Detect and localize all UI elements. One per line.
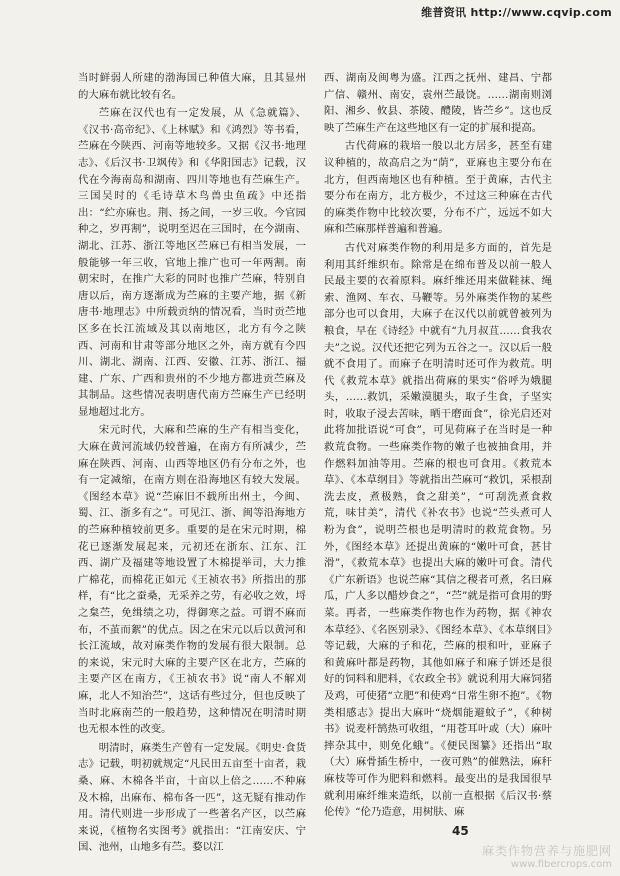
page-body [78, 70, 552, 858]
site-header: 维普资讯 http://www.cqvip.com [421, 6, 612, 19]
paragraph: 苎麻在汉代也有一定发展，从《急就篇》、《汉书·高帝纪》、《上林赋》和《鸿烈》等书看，苎麻在今陕西、河南等地较多。又据《汉书·地理志》、《后汉书·卫飒传》和《华阳国志》记载，汉代在今海南岛和湖南、四川等地也有苎麻生产。三国吴时的《毛诗草木鸟兽虫鱼疏》中还指出：“纻亦麻也。荆、扬之间，一岁三收。今官园种之，岁再割”，说明至迟在三国时，在今湖南、湖北、江苏、浙江等地区苎麻已有相当发展，一般能够一年三收，官地上推广也可一年两割。南朝宋时，在推广大彩的同时也推广苎麻，特别自唐以后，南方逐渐成为苎麻的主要产地，据《新唐书·地理志》中所载贡纳的情况看，当时贡苎地区多在长江流域及其以南地区，北方有今之陕西、河南和甘肃等部分地区之外，南方就有今四川、湖北、湖南、江西、安徽、江苏、浙江、福建、广东、广西和贵州的不少地方都进贡苎麻及其制品。这些情况表明唐代南方苎麻生产已经明显地超过北方。 [78, 107, 306, 418]
paragraph: 古代对麻类作物的利用是多方面的，首先是利用其纤维织布。除常是在绵布普及以前一般人民最主要的衣着原料。麻纤维还用来做鞋袜、绳索、渔网、车衣、马鞭等。另外麻类作物的某些部分也可以食用，大麻子在汉代以前就曾被列为粮食，早在《诗经》中就有“九月叔苴……食我农夫”之说。汉代还把它列为五谷之一。汉以后一般就不食用了。而麻子在明清时还可作为救荒。明代《救荒本草》就指出荷麻的果实“俗呼为娥腿头，……救饥，采嫩漠腿头，取子生食，子坚实时，收取子浸去苦味，晒干磨面食”，徐光启还对此将加批语说“可食”，可见荷麻子在当时是一种救荒食物。一些麻类作物的嫩子也被抽食用，并作燃料加油等用。苎麻的根也可食用。《救荒本草》、《本草纲目》等就指出苎麻可“救饥，采根刮洗去皮，煮极熟，食之甜美”，“可刮洗煮食救荒，味甘美”，清代《补农书》也说“苎头煮可人粉为食”，说明苎根也是明清时的救荒食物。另外，《图经本草》还提出黄麻的“嫩叶可食，甚甘滑”，《救荒本草》也提出大麻的嫩叶可食。清代《广东新语》也说苎麻“其信之稷者可煮，名曰麻瓜，广人多以醋炒食之”，“苎”就是指可食用的野菜。再者，一些麻类作物也作为药物，据《神农本草经》、《名医别录》、《图经本草》、《本草纲目》等记载，大麻的子和花，苎麻的根和叶，亚麻子和黄麻叶都是药物，其他如麻子和麻子饼还是很好的饲料和肥料，《农政全书》就说利用大麻饲猪及鸡，可使猪“立肥”和使鸡“日常生卵不抱”。《物类相感志》提出大麻叶“烧烟能避蚊子”，《种树书》说麦杆鹄热可收组，“用苍耳叶或（大）麻叶摔杂其中，则免化蛾”。《便民图纂》还指出“取（大）麻骨插生桥中，一夜可熟”的催熟法，麻秆麻枝等可作为肥料和燃料。最变出的是我国很早就利用麻纤维来造纸，以前一直根据《后汉书·蔡伦传》“伦乃造意，用树肤、麻 [324, 241, 552, 819]
paragraph: 明清时，麻类生产曾有一定发展。《明史·食货志》记载，明初就规定“凡民田五亩至十亩者，栽桑、麻、木棉各半亩，十亩以上倍之……不种麻及木棉，出麻布、棉布各一匹”，这无疑有推动作用。清代则进一步形成了一些著名产区，以苎麻来说，《植物名实图考》就指出：“江南安庆、宁国、池州，山地多有苎。婺以江 [78, 741, 306, 854]
watermark [482, 842, 612, 870]
paragraph: 当时鲜弱人所建的渤海国已种值大麻，且其显州的大麻布就比较有名。 [78, 72, 306, 101]
paragraph: 古代荷麻的栽培一般以北方居多，甚至有建议种植的，故高启之为“荫”，亚麻也主要分布在北方，但西南地区也有种植。至于黄麻，古代主要分布在南方，北方极少，不过这三种麻在古代的麻类作物中比较次要，分布不广，远远不如大麻和苎麻那样普遍和普遍。 [324, 140, 552, 236]
paragraph: 宋元时代，大麻和苎麻的生产有相当变化，大麻在黄河流域仍较普遍，在南方有所减少，苎麻在陕西、河南、山西等地区仍有分布之外，也有一定减缩，在南方则在沿海地区有较大发展。《图经本草》说“苎麻旧不载所出州土，今闽、蜀、江、浙多有之”。可见江、浙、闽等沿海地方的苎麻种植较前更多。重要的是在宋元时期，棉花已逐渐发展起来，元初还在浙东、江东、江西、湖广及福建等地设置了木棉提举司，大力推广棉花，而棉花正如元《王祯农书》所指出的那样，有“比之蚕桑，无采养之劳，有必收之效，埒之枲苎，免缉绩之功，得御寒之益。可谓不麻而布，不茧而絮”的优点。因之在宋元以后以黄河和长江流域，故对麻类作物的发展有很大限制。总的来说，宋元时大麻的主要产区在北方，苎麻的主要产区在南方，《王祯农书》说“南人不解刈麻，北人不知治苎”，这话有些过分，但也反映了当时北麻南苎的一般趋势，这种情况在明清时期也无根本性的改变。 [78, 424, 306, 736]
watermark-url: www.fibercrops.com [510, 859, 612, 870]
right-column [324, 70, 552, 858]
paragraph: 西、湖南及闽粤为盛。江西之抚州、建昌、宁都广信、赣州、南安，袁州苎最饶。……湖南则浏阳、湘乡、攸县、茶陵、醴陵，皆苎乡”。这也反映了苎麻生产在这些地区有一定的扩展和提高。 [324, 72, 552, 134]
left-column [78, 70, 306, 858]
page-number: 45 [452, 824, 469, 838]
watermark-text: 麻类作物营养与施肥网 [482, 844, 613, 858]
